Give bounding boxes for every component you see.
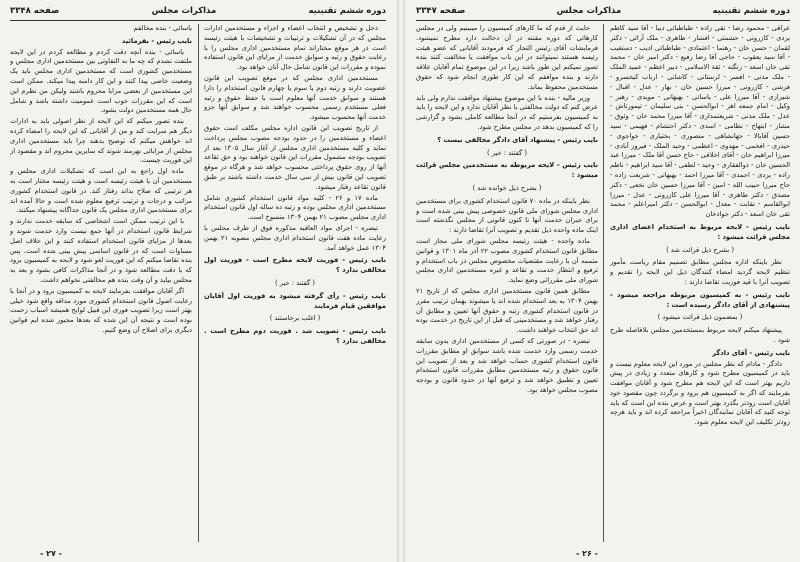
paragraph: عراقی - محمود رضا - تقی زاده - طباطبائی دیبا - آقا سید کاظم یزدی - کازرونی - حشمتی - افشار - طاهری - ملک آرائی - دکتر لقمان - حسن خان - رهنما - اعتمادی - طباطبائی ادیب - دستغیب - آقا سید یعقوب - حاجی آقا رضا رفیع - دکتر امیر خان - محمد تقی خان اسعد - زنگنه - ثقة الاسلامی - دبیر اعظم - عمید الملک - ملک مدنی - افسر - لرستانی - کاشانی - ارباب کیخسرو - فرشی - کازرونی - میرزا حسین خان - بهار - عدل - اقبال - شیرازی - آقا میرزا علی - یاسائی - بهبهانی - مویدی - رهبر - وکیل - امام جمعه اهر - ابوالحسن - بنی سلیمان - تیمورتاش - عدل - ملک مدنی - شریعتمداری - آقا میرزا محمد خان - وثوق - مشار - ابتهاج - نظامی - اسدی - دکتر احتشام - فهیمی - سید حسین آقابالا - جهانشاهی - منصوری - بختیاری - خواجوی - حیدری - افخمی - مهدوی - اعظمی - وحید الملک - فیروز آبادی - میرزا ابراهیم خان - آقای اخلاقی - حاج حسن آقا ملک - میرزا عبد الحسین خان - ذوالفقاری - وحید - لطفی - آقا سید ابراهیم - ناظم زاده - یزدی - احمدی - آقا میرزا احمد - بهبهانی - شریعت زاده - حاج میرزا حبیب الله - امین - آقا میرزا حسین خان نخعی - دکتر مصدق - دکتر طاهری - آقا میرزا علی کازرونی - عدل - میرزا ابوالقاسم - نقابت - معدل - ابوالحسن - دکتر امیراعلم - محمد تقی خان اسعد - دکتر جوادخان <box>610 24 790 219</box>
paragraph: نظر باینکه در ماده ۷۰ قانون استخدام کشوری برای مستخدمین اداری مجلس شورای ملی قانون خصوصی پیش بینی شده است و برای جبران خدمت آنها تا کنون قانونی از مجلس نگذشته است اینک ماده واحده ذیل تقدیم و تصویب آنرا تقاضا دارند : <box>416 196 598 235</box>
stage-note: ( گفتند : خیر ) <box>487 148 527 157</box>
speaker-line: نایب رئیس - لایحه مربوط به استخدام اعضای اداری مجلس قرائت میشود : <box>610 222 790 241</box>
paragraph: دخل و تشخیص و انتخاب اعضاء و اجزاء و مستخدمین ادارات مجلس که در آن تشکیلات و ترتیبات و تشخیصات با هیئت رئیسه است در هر موقع مختاراند تمام مستخدمین اداری مجلس را با رعایت حقوق و رتبه و سوابق خدمت از مزایای این قانون استفاده نموده و مقررات این قانون شامل حال آنان خواهد بود. <box>204 24 386 72</box>
right-page-column-left <box>416 24 598 544</box>
paragraph: یاسائی - بنده مخالفم <box>133 24 192 32</box>
speaker-line: نایب رئیس - فوریت لایحه مطرح است - فوریت اول مخالفی ندارد ؟ <box>204 256 386 275</box>
paragraph: با این ترتیب ممکن است اشخاصی که سابقه خدمت ندارند و شرایط قانون استخدام در آنها جمع نیست وارد خدمت شوند و بعدها از مزایای قانون استخدام استفاده کنند و این خلاف اصل مساوات است که در قانون اساسی پیش بینی شده است. پس بنده تقاضا میکنم که این فوریت لغو شود و لایحه به کمیسیون برود که با دقت مطالعه شود و در آنجا مذاکرات کافی بشود و بعد به مجلس بیاید و آن وقت بنده هم مخالفتی نخواهم داشت. <box>10 217 192 284</box>
paragraph: نظر باینکه اداره مجلس مطابق تصمیم مقام ریاست مأمور تنظیم لایحه گردید امضاء کنندگان ذیل این لایحه را تقدیم و تصویب آنرا با قید فوریت تقاضا دارند : <box>610 258 790 286</box>
right-running-head <box>416 4 790 18</box>
speaker-line: نایب رئیس - به کمیسیون مربوطه مراجعه میشود - پیشنهادی از آقای دادگر رسیده است : <box>610 290 790 309</box>
speaker-line: نایب رئیس - لایحه مربوطه به مستخدمین مجلس قرائت میشود : <box>416 161 598 180</box>
right-page <box>406 0 800 562</box>
paragraph: بنده تصور میکنم که این لایحه از نظر اصولی باید به ادارات دیگر هم سرایت کند و من از آقایانی که این لایحه را امضاء کرده اند خواهش میکنم که توضیح بدهند چرا باید مستخدمین اداری مجلس از مزایائی بهرمند شوند که سایرین محروم اند و مقصود از این فوریت چیست. <box>10 117 192 165</box>
binding-gutter <box>397 0 405 562</box>
right-column-divider <box>603 24 604 542</box>
paragraph: پیشنهاد میکنم لایحه مربوط بمستخدمین مجلس بلافاصله طرح شود . <box>610 326 790 344</box>
paragraph: تبصره - در صورتی که کسی از مستخدمین اداری بدون سابقه خدمت رسمی وارد خدمت شده باشد سوابق او مطابق مقررات قانون استخدام کشوری حساب خواهد شد و بعد از تصویب این قانون حقوق و رتبه مستخدمین مطابق مقررات قانون استخدام تعیین و تطبیق خواهد شد و ترفیع آنها در حدود قانون و بودجه مصوب مجلس خواهد بود. <box>416 336 598 394</box>
right-page-column-right <box>610 24 790 544</box>
left-column-divider <box>198 24 199 542</box>
paragraph: یاسائی - بنده آنچه دقت کردم و مطالعه کردم در این لایحه ملتفت نشدم که چه ما به التفاوتی بین مستخدمین اداری مجلس و مستخدمین کشوری است که مستخدمین اداری مجلس باید یک وضعیت خاصی پیدا کنند و این کار دامنه پیدا میکند. ممکن است این مستخدمین از بعضی مزایا محروم باشند ولیکن من نظرم این است که این مقررات خوب است عمومیت داشته باشد و شامل حال همه مستخدمین دولت بشود. <box>10 47 192 115</box>
left-page-label: صفحه ۳۳۴۸ <box>10 6 60 16</box>
paragraph: ماده ۱۷ و ۲۶ - کلیه مواد قانون استخدام کشوری شامل مستخدمین اداری مجلس بوده و رتبه ده ساله اول قانون استخدام اداری مجلس مصوب ۲۱ بهمن ۱۳۰۴ منسوخ است. <box>204 193 386 222</box>
paragraph: اگر آقایان موافقت بفرمایند لایحه به کمیسیون برود و در آنجا با رعایت اصول قانون استخدام کشوری مورد مداقه واقع شود خیلی بهتر است زیرا تصویب فوری این قبیل لوایح همیشه اسباب زحمت بوده است و نتیجه آن این شده که بعدها مجبور شده ایم قوانین دیگری برای اصلاح آن وضع کنیم. <box>10 286 192 334</box>
paragraph: ماده اول راجع به این است که تشکیلات اداری مجلس و مستخدمین آن با هیئت رئیسه است و هیئت رئیسه مختار است به هر ترتیبی که صلاح بداند رفتار کند. در قانون استخدام کشوری مراتب و درجات و ترتیب ترفیع معلوم شده است و حالا آمده اند برای مستخدمین اداری مجلس یک قانون جداگانه پیشنهاد میکنند. <box>10 167 192 215</box>
paragraph: از تاریخ تصویب این قانون اداره مجلس مکلف است حقوق اعضاء و مستخدمین را در حدود بودجه مصوب مجلس پرداخت نماید و کلیه مستخدمین اداری مجلس از آغاز سال ۱۳۰۵ بعد از تصویب بودجه مشمول مقررات این قانون خواهند بود و حق تقاعد آنها از روی حقوق پرداختی محسوب خواهد شد و هرگاه در موقع تصویب این قانون بیش از سی سال خدمت داشته باشند بر طبق قانون تقاعد رفتار میشود. <box>204 123 386 191</box>
left-page-column-left <box>10 24 192 544</box>
paragraph: وزیر مالیه - بنده با این موضوع پیشنهاد موافقت ندارم ولی باید عرض کنم که دولت مخالفتی با نظر آقایان ندارد و این لایحه را باید به کمیسیون بفرستیم که در آنجا مطالعه کاملی بشود و گزارشی را که کمیسیون بدهد در مجلس مطرح شود. <box>416 93 598 131</box>
stage-note: ( اغلب برخاستند ) <box>269 314 321 323</box>
right-title: مذاکرات مجلس <box>556 6 622 16</box>
left-title: مذاکرات مجلس <box>151 6 217 16</box>
left-page-number: - ۲۷ - <box>40 549 62 558</box>
speaker-line: نایب رئیس - بفرمائید <box>121 36 192 45</box>
left-page-column-right <box>204 24 386 544</box>
paragraph: تبصره - اجرای مواد العاقیه مذکوره فوق از طرف مجلس با رعایت ماده هفت قانون استخدام اداری مجلس مصوبه ۲۱ بهمن ۱۳۰۴ عمل خواهد آمد. <box>204 223 386 252</box>
right-session-label: دوره ششم تقنینیه <box>712 6 790 16</box>
paragraph: مطابق همین قانون مستخدمین اداری مجلس که از تاریخ ۲۱ بهمن ۱۳۰۴ به بعد استخدام شده اند یا میشوند بهمان ترتیب مقرر در قانون استخدام کشوری رتبه و حقوق آنها تعیین و مطابق آن رفتار خواهد شد و مستخدمینی که قبل از این تاریخ در خدمت بوده اند حق انتخاب خواهند داشت. <box>416 286 598 335</box>
paragraph: دادگر - مادام که نظر مجلس در مورد این لایحه معلوم نیست و باید در کمیسیون مطرح شود و کارهای متعدد و زیادی در پیش داریم بهتر است که این لایحه هم مطرح شود و آقایان موافقت بفرمایند که اگر به کمیسیون هم برود و برگردد چون مقصود خود آقایان است زودتر بگذرد بهتر است و عرض بنده این است که باید توجه کنید که آقایان نمایندگان اخیراً مراجعه کرده اند و باید هرچه زودتر تکلیف این لایحه معلوم شود. <box>610 359 790 427</box>
paragraph: حایت از قدم که ما کارهای کمیسیون را میبینیم ولی در مجلس کارهائی که دوره مقننه در آن دخالت دارد مطرح نمیشود. فرمایشات آقای رئیس التجار که فرمودند آقایانی که عضو هیئت رئیسه هستند نمیتوانند در این باب موافقت یا مخالفت کنند بنده تصور نمیکنم این طور باشد زیرا در این موضوع تمام آقایان علاقه دارند و بنده موافقم که این کار طوری انجام شود که حقوق مستخدمین محفوظ بماند. <box>416 24 598 91</box>
left-running-head <box>10 4 386 18</box>
stage-note: ( بشرح ذیل قرائت شد ) <box>666 245 734 254</box>
speaker-line: نایب رئیس - رأی گرفته میشود به فوریت اول آقایان موافقین قیام فرمایند <box>204 291 386 310</box>
stage-note: ( گفتند : خیر ) <box>275 278 315 287</box>
right-page-number: - ۲۶ - <box>576 549 598 558</box>
speaker-line: نایب رئیس - آقای دادگر <box>712 348 790 357</box>
paragraph: ماده واحده - هیئت رئیسه مجلس شورای ملی مجاز است مطابق قانون استخدام کشوری مصوب ۲۲ آذر ماه ۱۳۰۱ و قوانین متممه آن با رعایت مقتضیات مخصوص مجلس در باب استخدام و ترفیع و انتظار خدمت و تقاعد و غیره مستخدمین اداری مجلس شورای ملی مقرراتی وضع نماید. <box>416 236 598 285</box>
stage-note: ( بمضمون ذیل قرائت میشود ) <box>657 313 743 322</box>
left-page <box>0 0 396 562</box>
left-header-rule <box>10 20 386 21</box>
left-session-label: دوره ششم تقنینیه <box>308 6 386 16</box>
speaker-line: نایب رئیس - پیشنهاد آقای دادگر مخالفی نیست ؟ <box>437 135 598 144</box>
paragraph: مستخدمین اداری مجلس که در موقع تصویب این قانون عضویت دارند و رتبه دوم یا سوم یا چهارم قانون استخدام را دارا هستند و سوابق خدمت آنها معلوم است با حفظ حقوق و رتبه فعلی مستخدم رسمی محسوب خواهند شد و سوابق آنها جزو خدمت آنها محسوب میشود. <box>204 73 386 122</box>
right-page-label: صفحه ۳۳۴۷ <box>416 6 466 16</box>
stage-note: ( بشرح ذیل خوانده شد ) <box>472 183 542 192</box>
speaker-line: نایب رئیس - تصویب شد . فوریت دوم مطرح است . مخالفی ندارد ؟ <box>204 327 386 345</box>
right-header-rule <box>416 20 790 21</box>
